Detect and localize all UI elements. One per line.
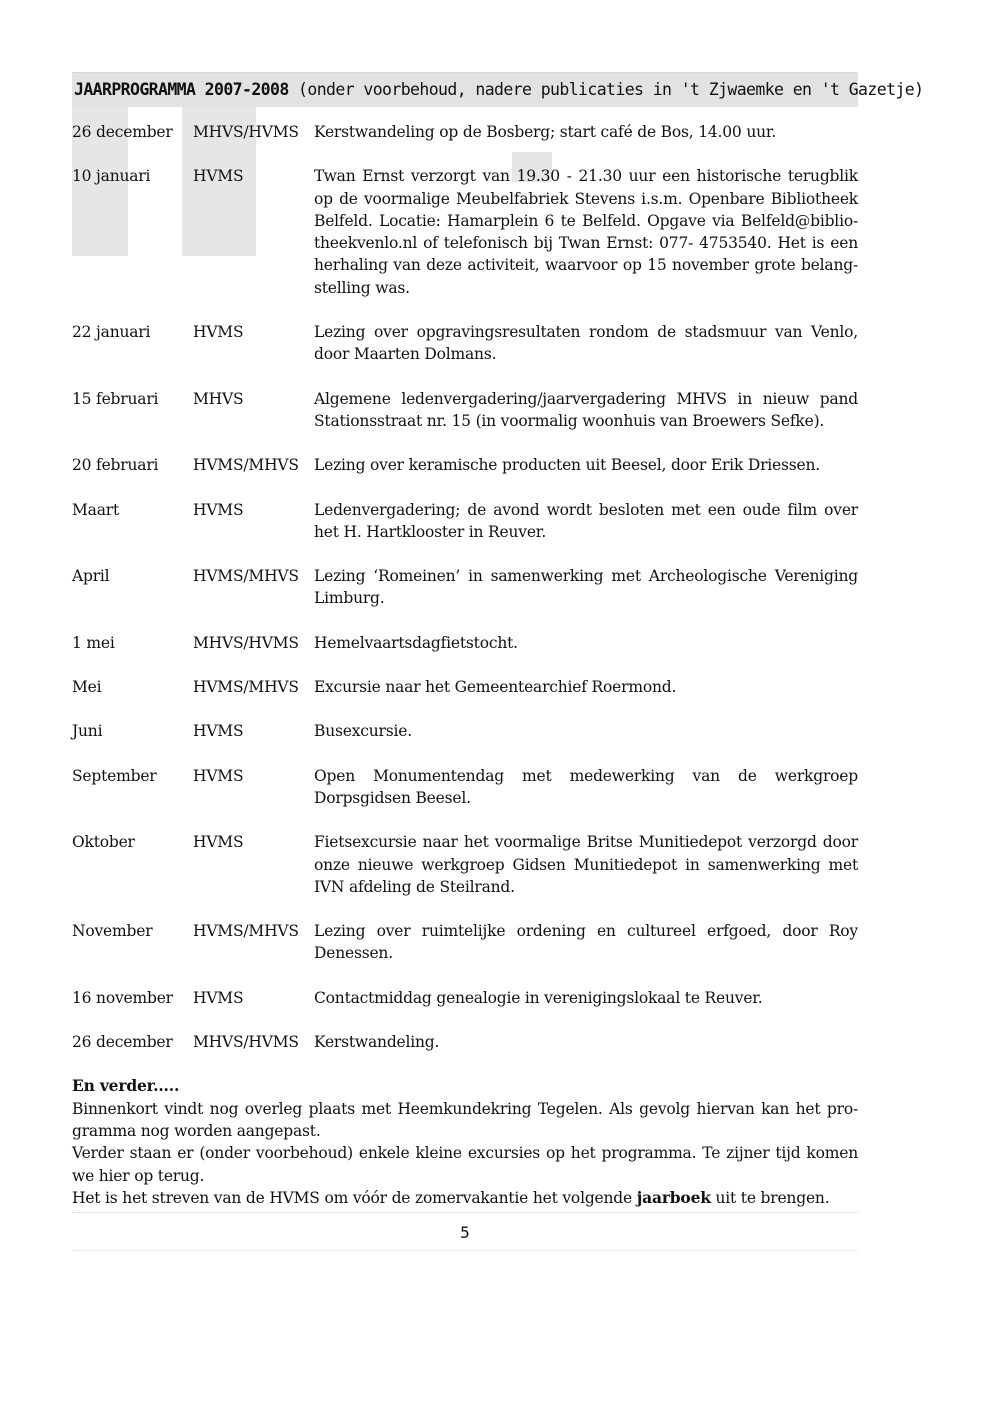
further-section xyxy=(72,1075,858,1209)
program-description: Twan Ernst verzorgt van 19.30 - 21.30 uur een historische terugblik op de voormalige Meubelfabriek Stevens i.s.m. Openbare Bibliotheek Belfeld. Locatie: Hamarplein 6 te Belfeld. Opgave via Belfeld@biblio-theekvenlo.nl of telefonisch bij Twan Ernst: 077- 4753540. Het is een herhaling van deze activiteit, waarvoor op 15 november grote belang-stelling was. xyxy=(314,167,858,297)
program-description: Lezing over keramische producten uit Beesel, door Erik Driessen. xyxy=(314,456,821,475)
program-organizer: MHVS xyxy=(193,389,244,408)
program-date: 10 januari xyxy=(72,167,151,186)
program-date: 1 mei xyxy=(72,633,115,652)
program-row xyxy=(72,676,858,698)
program-description: Algemene ledenvergadering/jaarvergadering MHVS in nieuw pand Stationsstraat nr. 15 (in voormalig woonhuis van Broewers Sefke). xyxy=(314,389,858,430)
program-organizer: HVMS xyxy=(193,766,244,785)
program-date: April xyxy=(72,567,110,586)
program-description: Lezing over opgravingsresultaten rondom de stadsmuur van Venlo, door Maarten Dolmans. xyxy=(314,323,858,364)
program-date: Mei xyxy=(72,678,102,697)
program-organizer: HVMS xyxy=(193,167,244,186)
program-title: JAARPROGRAMMA 2007-2008 xyxy=(74,80,289,99)
program-row xyxy=(72,720,858,742)
further-title: En verder..... xyxy=(72,1076,180,1096)
further-paragraph-3-end: uit te brengen. xyxy=(710,1188,830,1207)
program-date: 26 december xyxy=(72,123,173,141)
program-row xyxy=(72,987,858,1009)
further-paragraph-2: Verder staan er (onder voorbehoud) enkele kleine excursies op het programma. Te zijner tijd komen we hier op terug. xyxy=(72,1144,858,1185)
program-organizer: HVMS xyxy=(193,722,244,741)
program-description: Kerstwandeling. xyxy=(314,1033,440,1052)
program-organizer: MHVS/HVMS xyxy=(193,123,299,141)
program-organizer: MHVS/HVMS xyxy=(193,1033,299,1052)
program-row xyxy=(72,499,858,544)
program-row xyxy=(72,765,858,810)
program-date: Juni xyxy=(72,722,103,741)
program-row xyxy=(72,920,858,965)
page-number: 5 xyxy=(460,1223,470,1242)
program-row xyxy=(72,321,858,366)
document-page xyxy=(72,72,924,1209)
program-organizer: HVMS/MHVS xyxy=(193,922,299,941)
program-description: Lezing over ruimtelijke ordening en cultureel erfgoed, door Roy Denessen. xyxy=(314,922,858,963)
program-row xyxy=(72,454,858,476)
program-description: Kerstwandeling op de Bosberg; start café de Bos, 14.00 uur. xyxy=(314,123,777,141)
program-description: Hemelvaartsdagfietstocht. xyxy=(314,633,518,652)
footer-rule xyxy=(72,1250,858,1251)
program-description: Busexcursie. xyxy=(314,722,412,741)
program-date: September xyxy=(72,766,157,785)
program-description: Excursie naar het Gemeentearchief Roermond. xyxy=(314,678,677,697)
program-subtitle: (onder voorbehoud, nadere publicaties in 't Zjwaemke en 't Gazetje) xyxy=(298,80,924,99)
program-date: 16 november xyxy=(72,988,173,1007)
page-footer xyxy=(72,1212,858,1242)
program-header xyxy=(72,72,924,107)
program-date: 15 februari xyxy=(72,389,159,408)
program-organizer: HVMS xyxy=(193,500,244,519)
further-paragraph-3 xyxy=(72,1187,858,1209)
further-paragraph-3-start: Het is het streven van de HVMS om vóór de zomervakantie het volgende xyxy=(72,1188,637,1207)
program-description: Ledenvergadering; de avond wordt besloten met een oude film over het H. Hartklooster in Reuver. xyxy=(314,500,858,541)
program-organizer: HVMS/MHVS xyxy=(193,567,299,586)
program-date: 26 december xyxy=(72,1033,173,1052)
program-organizer: MHVS/HVMS xyxy=(193,633,299,652)
program-date: November xyxy=(72,922,153,941)
program-organizer: HVMS/MHVS xyxy=(193,678,299,697)
program-row xyxy=(72,831,858,898)
program-organizer: HVMS xyxy=(193,833,244,852)
program-description: Open Monumentendag met medewerking van de werkgroep Dorpsgidsen Beesel. xyxy=(314,766,858,807)
program-date: 22 januari xyxy=(72,323,151,342)
program-row xyxy=(72,632,858,654)
program-date: Maart xyxy=(72,500,119,519)
program-row xyxy=(72,1031,858,1053)
program-organizer: HVMS xyxy=(193,323,244,342)
program-date: Oktober xyxy=(72,833,135,852)
program-description: Fietsexcursie naar het voormalige Britse Munitiedepot verzorgd door onze nieuwe werkgroep Gidsen Munitiedepot in samenwerking met IVN afdeling de Steilrand. xyxy=(314,833,858,896)
program-row xyxy=(72,165,858,299)
program-organizer: HVMS/MHVS xyxy=(193,456,299,475)
program-row xyxy=(72,388,858,433)
program-row xyxy=(72,121,858,143)
program-description: Contactmiddag genealogie in verenigingslokaal te Reuver. xyxy=(314,988,763,1007)
further-paragraph-1: Binnenkort vindt nog overleg plaats met Heemkundekring Tegelen. Als gevolg hiervan kan het pro-gramma nog worden aangepast. xyxy=(72,1099,858,1140)
program-date: 20 februari xyxy=(72,456,159,475)
program-description: Lezing ‘Romeinen’ in samenwerking met Archeologische Vereniging Limburg. xyxy=(314,567,858,608)
program-list xyxy=(72,121,858,1053)
jaarboek-bold: jaarboek xyxy=(636,1187,711,1207)
program-organizer: HVMS xyxy=(193,988,244,1007)
program-row xyxy=(72,565,858,610)
